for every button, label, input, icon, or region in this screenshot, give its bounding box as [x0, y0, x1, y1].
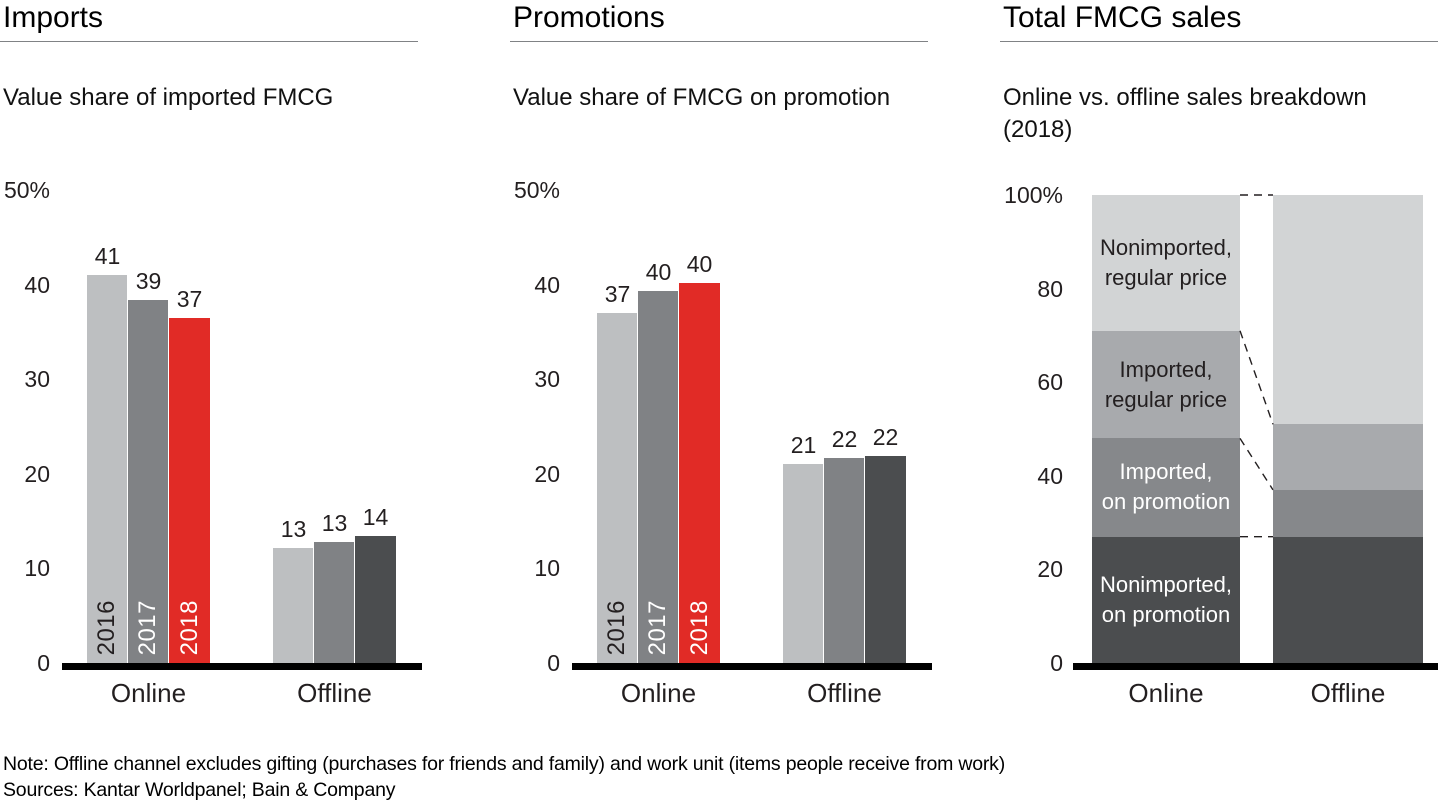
panel-title-promotions: Promotions — [513, 1, 665, 34]
y-axis-tick-label: 50% — [3, 177, 50, 203]
bar-year-label: 2017 — [134, 599, 161, 655]
bar-value-label: 22 — [831, 425, 858, 452]
x-category-label-offline: Offline — [297, 678, 372, 708]
panel-subtitle-promotions: Value share of FMCG on promotion — [513, 84, 891, 111]
y-axis-tick-label: 40 — [1037, 462, 1063, 489]
bar-2018-offline — [355, 536, 396, 663]
footer-sources: Sources: Kantar Worldpanel; Bain & Company — [3, 778, 396, 801]
bar-value-label: 13 — [321, 509, 348, 536]
y-axis-tick-label: 100% — [1004, 182, 1063, 208]
bar-2017-offline — [824, 458, 865, 663]
x-category-label-online: Online — [1128, 678, 1204, 708]
y-axis-tick-label: 50% — [513, 177, 560, 203]
stack-segment-imported-regular-price-offline — [1273, 424, 1423, 490]
y-axis-tick-label: 0 — [37, 650, 50, 676]
x-category-label-online: Online — [620, 678, 697, 708]
bar-value-label: 21 — [790, 432, 817, 459]
segment-label-line: Nonimported, — [1099, 234, 1233, 260]
y-axis-tick-label: 60 — [1037, 369, 1063, 396]
panel-promotions — [510, 0, 990, 810]
bar-value-label: 14 — [362, 504, 389, 531]
bar-value-label: 39 — [135, 267, 162, 294]
y-axis-tick-label: 0 — [1050, 650, 1063, 676]
segment-label-line: on promotion — [1101, 601, 1231, 627]
segment-label-line: Imported, — [1119, 356, 1213, 382]
stack-segment-nonimported-on-promotion-online — [1092, 537, 1240, 663]
bar-year-label: 2016 — [603, 599, 630, 655]
bar-2016-online — [87, 275, 128, 663]
connector-line — [1240, 331, 1273, 425]
bar-2018-online — [679, 283, 720, 663]
connector-line — [1240, 438, 1273, 489]
y-axis-tick-label: 20 — [1037, 556, 1063, 583]
bar-year-label: 2018 — [685, 599, 713, 655]
y-axis-tick-label: 20 — [534, 460, 560, 487]
y-axis-tick-label: 80 — [1037, 275, 1063, 302]
footer — [3, 752, 1005, 803]
segment-label-line: regular price — [1104, 386, 1228, 412]
stack-segment-imported-regular-price-online — [1092, 331, 1240, 439]
bar-year-label: 2017 — [644, 599, 671, 655]
y-axis-tick-label: 0 — [547, 650, 560, 676]
segment-label-line: on promotion — [1101, 489, 1231, 515]
segment-label-line: Imported, — [1119, 459, 1213, 485]
bar-2017-online — [638, 291, 679, 663]
bar-2017-offline — [314, 542, 355, 663]
stack-segment-nonimported-on-promotion-offline — [1273, 537, 1423, 663]
x-category-label-offline: Offline — [1310, 678, 1386, 708]
stack-segment-imported-on-promotion-offline — [1273, 490, 1423, 537]
panel-subtitle-total-fmcg-sales: Online vs. offline sales breakdown (2018) — [1003, 84, 1367, 143]
bar-year-label: 2018 — [175, 599, 203, 655]
footer-note: Note: Offline channel excludes gifting (purchases for friends and family) and work unit (items people receive from work) — [3, 753, 1006, 775]
bar-2017-online — [128, 300, 169, 663]
promotions-chart — [510, 0, 990, 810]
panel-title-total-fmcg-sales: Total FMCG sales — [1003, 1, 1242, 34]
bar-value-label: 41 — [94, 243, 121, 270]
stack-segment-imported-on-promotion-online — [1092, 438, 1240, 536]
x-axis-line — [1073, 663, 1438, 670]
bar-value-label: 22 — [872, 423, 899, 450]
bar-year-label: 2016 — [93, 599, 120, 655]
y-axis-tick-label: 10 — [534, 555, 560, 582]
segment-label-line: regular price — [1104, 264, 1228, 290]
y-axis-tick-label: 30 — [24, 366, 50, 393]
y-axis-tick-label: 40 — [24, 271, 50, 298]
x-axis-line — [572, 663, 932, 670]
bar-2018-offline — [865, 456, 906, 663]
bar-value-label: 37 — [176, 285, 203, 312]
y-axis-tick-label: 20 — [24, 460, 50, 487]
bar-value-label: 13 — [280, 515, 307, 542]
bar-2016-offline — [783, 464, 824, 663]
x-axis-line — [62, 663, 422, 670]
segment-label-line: Nonimported, — [1099, 571, 1233, 597]
panel-total-fmcg-sales — [1000, 0, 1440, 810]
panel-subtitle-imports: Value share of imported FMCG — [3, 84, 334, 111]
total-fmcg-sales-chart — [1000, 0, 1440, 810]
imports-chart — [0, 0, 480, 810]
x-category-label-online: Online — [110, 678, 187, 708]
bar-2016-online — [597, 313, 638, 663]
bar-value-label: 37 — [604, 280, 631, 307]
panel-imports — [0, 0, 480, 810]
stack-segment-nonimported-regular-price-offline — [1273, 195, 1423, 424]
bar-2016-offline — [273, 548, 314, 663]
panel-title-imports: Imports — [3, 1, 104, 34]
bar-value-label: 40 — [645, 259, 672, 286]
x-category-label-offline: Offline — [807, 678, 882, 708]
bar-2018-online — [169, 318, 210, 663]
y-axis-tick-label: 10 — [24, 555, 50, 582]
y-axis-tick-label: 40 — [534, 271, 560, 298]
stack-segment-nonimported-regular-price-online — [1092, 195, 1240, 331]
bar-value-label: 40 — [686, 250, 713, 277]
y-axis-tick-label: 30 — [534, 366, 560, 393]
